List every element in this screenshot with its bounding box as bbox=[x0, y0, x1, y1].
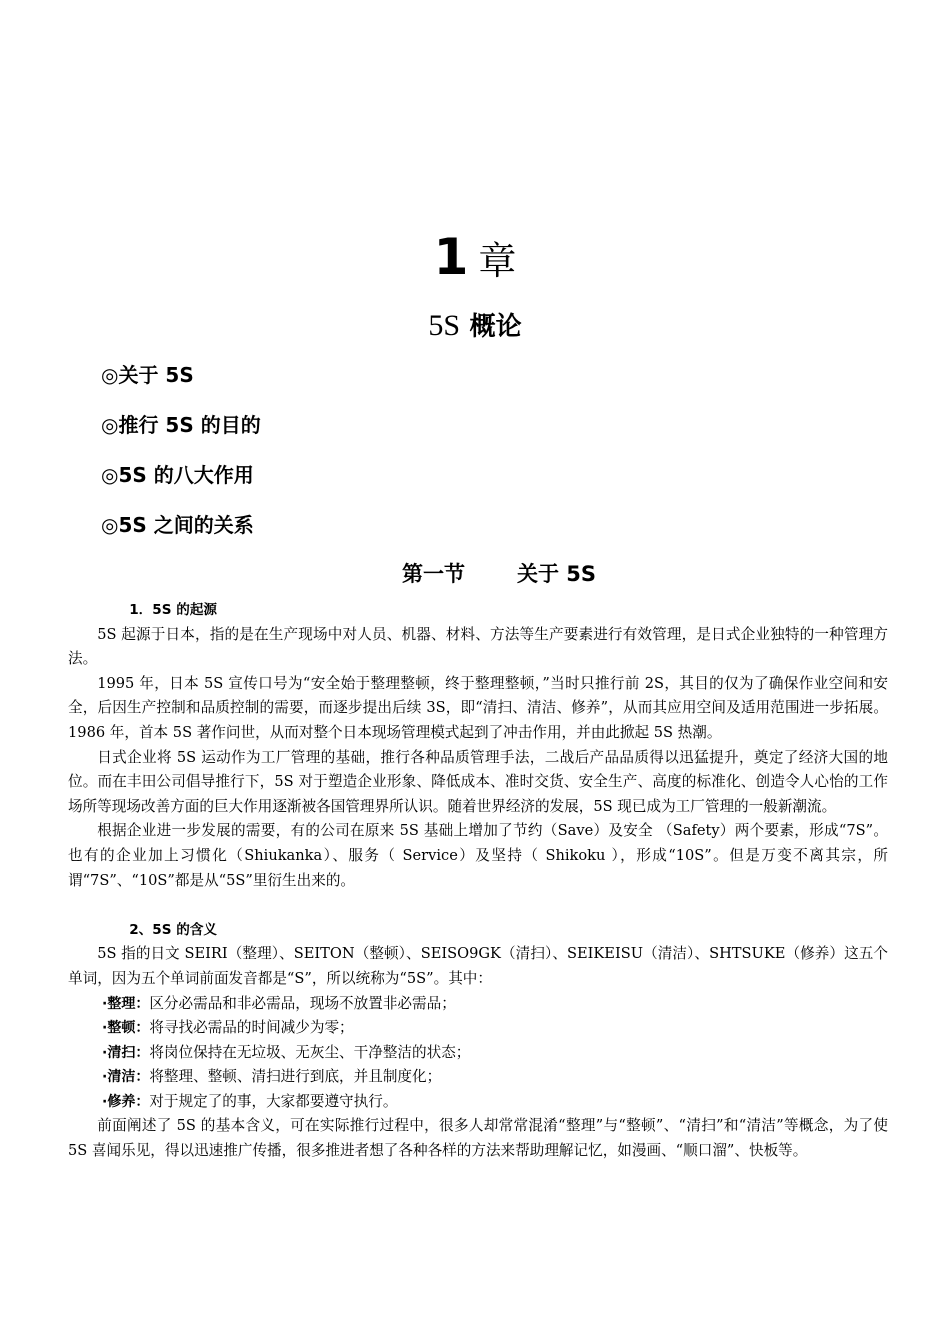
definition-item bbox=[68, 1016, 888, 1041]
definition-term: ·修养： bbox=[102, 1093, 150, 1110]
definition-term: ·整顿： bbox=[102, 1020, 150, 1037]
subsection-heading: 2、5S 的含义 bbox=[129, 921, 218, 938]
chapter-title-cjk: 概论 bbox=[469, 312, 522, 342]
definition-text: 对于规定了的事，大家都要遵守执行。 bbox=[149, 1092, 398, 1110]
section-name: 关于 5S bbox=[516, 562, 597, 586]
definition-list bbox=[68, 992, 888, 1115]
paragraph: 5S 起源于日本，指的是在生产现场中对人员、机器、材料、方法等生产要素进行有效管理，是日式企业独特的一种管理方法。 bbox=[68, 625, 888, 668]
definition-term: ·整理： bbox=[102, 995, 150, 1012]
paragraph: 1995 年，日本 5S 宣传口号为“安全始于整理整顿，终于整理整顿，”当时只推行前 2S，其目的仅为了确保作业空间和安全，后因生产控制和品质控制的需要，而逐步提出后续 3S，即“清扫、清洁、修养”，从而其应用空间及适用范围进一步拓展。1986 年，首本 5S 著作问世，从而对整个日本现场管理模式起到了冲击作用，并由此掀起 5S 热潮。 bbox=[68, 674, 888, 741]
definition-text: 将寻找必需品的时间减少为零； bbox=[149, 1019, 354, 1037]
chapter-number: 1 bbox=[433, 228, 469, 286]
definition-item bbox=[68, 992, 888, 1017]
definition-item bbox=[68, 1041, 888, 1066]
contents-item: ◎5S 的八大作用 bbox=[101, 463, 254, 487]
section-title bbox=[0, 558, 950, 588]
definition-item bbox=[68, 1065, 888, 1090]
subsection-heading: 1．5S 的起源 bbox=[129, 602, 218, 618]
chapter-title bbox=[0, 306, 950, 343]
definition-term: ·清洁： bbox=[102, 1069, 150, 1086]
body-text bbox=[68, 598, 888, 1164]
contents-item: ◎5S 之间的关系 bbox=[101, 513, 254, 537]
chapter-heading bbox=[0, 228, 950, 286]
paragraph: 根据企业进一步发展的需要，有的公司在原来 5S 基础上增加了节约（Save）及安全 （Safety）两个要素，形成“7S”。也有的企业加上习惯化（Shiukanka）、服务（ Service）及坚持（ Shikoku ），形成“10S”。但是万变不离其宗，所谓“7S”、“10S”都是从“5S”里衍生出来的。 bbox=[68, 822, 888, 889]
contents-item: ◎关于 5S bbox=[101, 363, 194, 387]
paragraph: 前面阐述了 5S 的基本含义，可在实际推行过程中，很多人却常常混淆“整理”与“整顿”、“清扫”和“清洁”等概念，为了使 5S 喜闻乐见，得以迅速推广传播，很多推进者想了各种各样的方法来帮助理解记忆，如漫画、“顺口溜”、快板等。 bbox=[68, 1117, 888, 1160]
definition-item bbox=[68, 1090, 888, 1115]
chapter-title-latin: 5S bbox=[428, 309, 461, 342]
definition-text: 将整理、整顿、清扫进行到底，并且制度化； bbox=[149, 1068, 442, 1086]
definition-term: ·清扫： bbox=[102, 1044, 150, 1061]
paragraph: 日式企业将 5S 运动作为工厂管理的基础，推行各种品质管理手法，二战后产品品质得以迅猛提升，奠定了经济大国的地位。而在丰田公司倡导推行下，5S 对于塑造企业形象、降低成本、准时交货、安全生产、高度的标准化、创造令人心怡的工作场所等现场改善方面的巨大作用逐渐被各国管理界所认识。随着世界经济的发展，5S 现已成为工厂管理的一般新潮流。 bbox=[68, 748, 888, 815]
chapter-contents bbox=[101, 360, 261, 560]
contents-item: ◎推行 5S 的目的 bbox=[101, 413, 261, 437]
chapter-word: 章 bbox=[478, 238, 517, 283]
definition-text: 区分必需品和非必需品，现场不放置非必需品； bbox=[149, 994, 456, 1012]
section-number: 第一节 bbox=[401, 562, 465, 586]
paragraph: 5S 指的日文 SEIRI（整理）、SEITON（整顿）、SEISO9GK（清扫）、SEIKEISU（清洁）、SHTSUKE（修养）这五个单词，因为五个单词前面发音都是“S”，所以统称为“5S”。其中： bbox=[68, 945, 888, 987]
definition-text: 将岗位保持在无垃圾、无灰尘、干净整洁的状态； bbox=[149, 1043, 471, 1061]
